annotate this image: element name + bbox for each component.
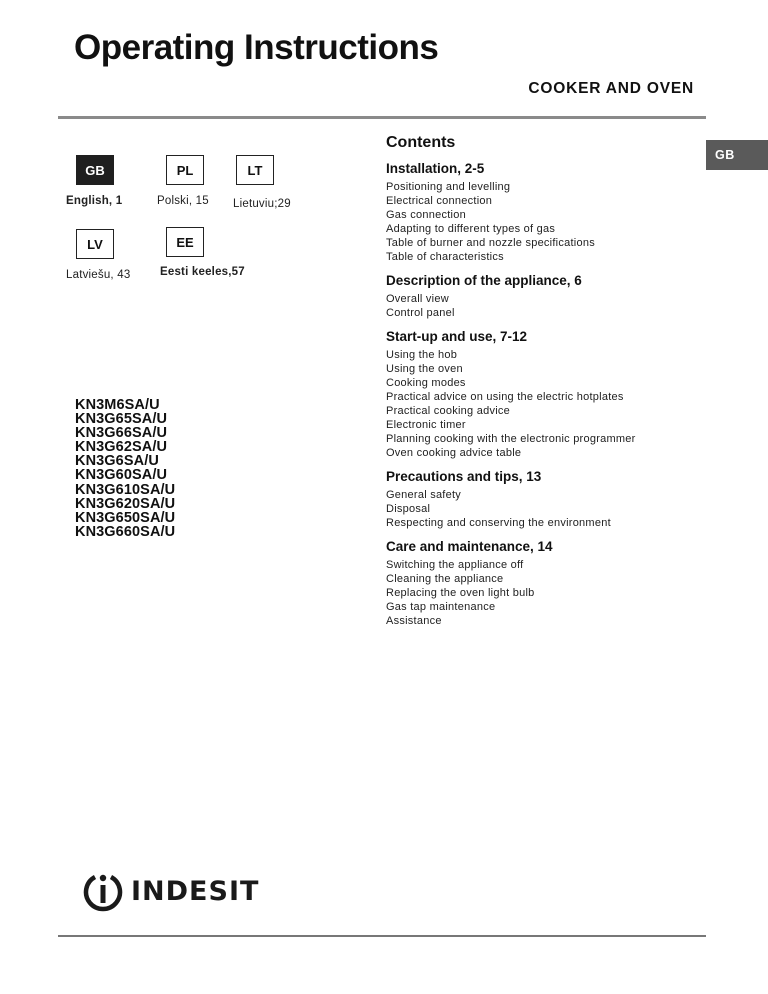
model-item: KN3G60SA/U xyxy=(75,467,168,484)
toc-section-installation xyxy=(386,161,706,264)
toc-item[interactable]: Using the hob xyxy=(386,349,458,361)
header-divider xyxy=(58,116,706,119)
toc-item[interactable]: Gas tap maintenance xyxy=(386,601,496,613)
toc-heading[interactable]: Start-up and use, 7-12 xyxy=(386,329,528,344)
toc-section-start-up xyxy=(386,329,706,460)
model-item: KN3G650SA/U xyxy=(75,509,176,526)
toc-section-description xyxy=(386,273,706,320)
language-code-lv[interactable]: LV xyxy=(76,229,114,259)
toc-item[interactable]: Planning cooking with the electronic programmer xyxy=(386,433,636,445)
language-code-lt[interactable]: LT xyxy=(236,155,274,185)
language-label-lv: Latviešu, 43 xyxy=(66,269,131,281)
model-item: KN3G62SA/U xyxy=(75,439,168,456)
language-label-pl: Polski, 15 xyxy=(157,195,209,207)
toc-item[interactable]: General safety xyxy=(386,489,462,501)
footer-divider xyxy=(58,935,706,937)
toc-item[interactable]: Table of characteristics xyxy=(386,251,504,263)
toc-item-list xyxy=(386,348,706,460)
toc-item[interactable]: Practical cooking advice xyxy=(386,405,511,417)
model-item: KN3G610SA/U xyxy=(75,481,176,498)
toc-item-list xyxy=(386,488,706,530)
contents-title: Contents xyxy=(386,134,456,151)
model-item: KN3G65SA/U xyxy=(75,411,168,428)
toc-item[interactable]: Adapting to different types of gas xyxy=(386,223,556,235)
toc-item[interactable]: Overall view xyxy=(386,293,449,305)
toc-item[interactable]: Switching the appliance off xyxy=(386,559,524,571)
toc-section-precautions xyxy=(386,469,706,530)
toc-item[interactable]: Electrical connection xyxy=(386,195,493,207)
toc-item[interactable]: Disposal xyxy=(386,503,431,515)
toc-item-list xyxy=(386,180,706,264)
language-code-gb[interactable]: GB xyxy=(76,155,114,185)
page-title: Operating Instructions xyxy=(74,28,439,67)
toc-item[interactable]: Replacing the oven light bulb xyxy=(386,587,535,599)
toc-item[interactable]: Table of burner and nozzle specifications xyxy=(386,237,595,249)
toc-item[interactable]: Cooking modes xyxy=(386,377,466,389)
model-item: KN3G620SA/U xyxy=(75,495,176,512)
toc-item[interactable]: Cleaning the appliance xyxy=(386,573,504,585)
toc-item-list xyxy=(386,292,706,320)
model-item: KN3G66SA/U xyxy=(75,425,168,442)
model-item: KN3G660SA/U xyxy=(75,523,176,540)
product-subtitle: COOKER AND OVEN xyxy=(528,80,694,97)
toc-section-care xyxy=(386,539,706,628)
toc-heading[interactable]: Care and maintenance, 14 xyxy=(386,539,553,554)
toc-item[interactable]: Practical advice on using the electric hotplates xyxy=(386,391,624,403)
toc-heading[interactable]: Precautions and tips, 13 xyxy=(386,469,542,484)
language-code-pl[interactable]: PL xyxy=(166,155,204,185)
toc-item[interactable]: Using the oven xyxy=(386,363,463,375)
language-label-lt: Lietuviu;29 xyxy=(233,198,291,210)
toc-item[interactable]: Positioning and levelling xyxy=(386,181,511,193)
table-of-contents xyxy=(386,134,706,637)
language-label-gb: English, 1 xyxy=(66,195,123,207)
model-item: KN3M6SA/U xyxy=(75,397,160,413)
brand-wordmark: INDESIT xyxy=(131,875,260,907)
language-label-ee: Eesti keeles,57 xyxy=(160,266,245,278)
model-item: KN3G6SA/U xyxy=(75,453,159,470)
toc-item-list xyxy=(386,558,706,628)
toc-item[interactable]: Electronic timer xyxy=(386,419,466,431)
model-list xyxy=(75,398,175,539)
toc-item[interactable]: Gas connection xyxy=(386,209,466,221)
toc-item[interactable]: Assistance xyxy=(386,615,442,627)
toc-item[interactable]: Control panel xyxy=(386,307,455,319)
toc-item[interactable]: Respecting and conserving the environment xyxy=(386,517,611,529)
language-code-ee[interactable]: EE xyxy=(166,227,204,257)
toc-heading[interactable]: Installation, 2-5 xyxy=(386,161,485,176)
language-side-tab: GB xyxy=(706,140,768,170)
brand-logo xyxy=(80,868,259,914)
toc-item[interactable]: Oven cooking advice table xyxy=(386,447,522,459)
indesit-emblem-icon xyxy=(80,868,126,914)
toc-heading[interactable]: Description of the appliance, 6 xyxy=(386,273,582,288)
